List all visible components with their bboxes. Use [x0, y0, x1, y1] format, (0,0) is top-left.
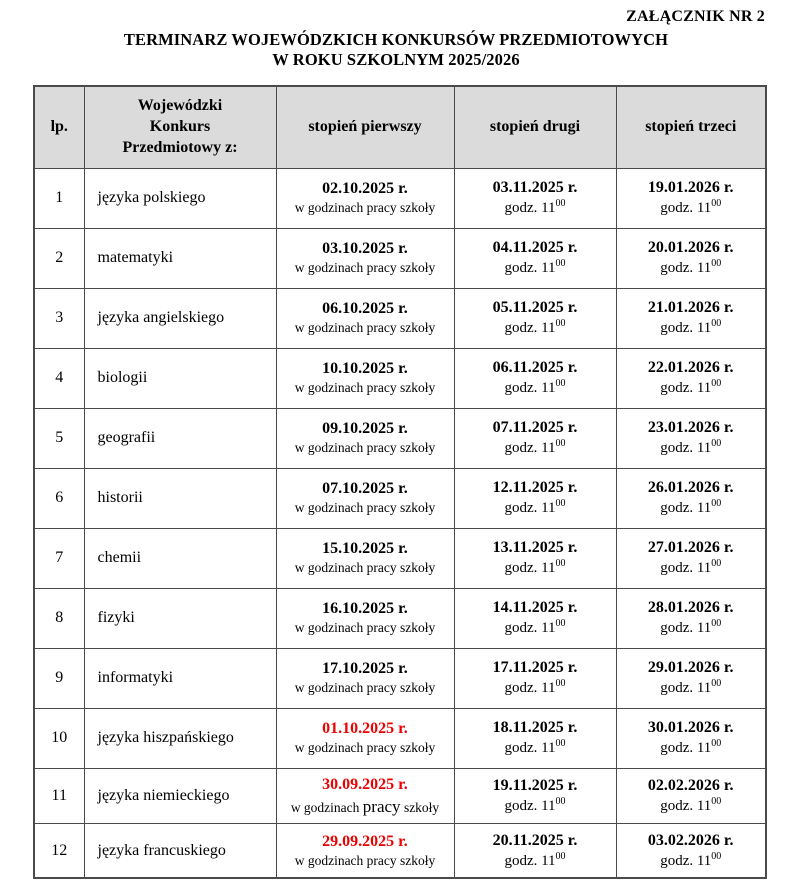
cell-subject: języka niemieckiego	[84, 768, 276, 823]
cell-stage3	[616, 228, 766, 288]
cell-lp: 9	[34, 648, 84, 708]
stage1-date: 09.10.2025 r.	[322, 420, 408, 438]
stage3-date: 23.01.2026 r.	[647, 419, 734, 437]
cell-stage3	[616, 768, 766, 823]
hour-superscript: 00	[555, 558, 566, 570]
cell-subject: języka angielskiego	[84, 288, 276, 348]
cell-stage1	[276, 823, 454, 878]
col-header-stage2: stopień drugi	[454, 86, 616, 168]
stage2-date: 07.11.2025 r.	[492, 419, 578, 437]
cell-stage3	[616, 588, 766, 648]
cell-stage1	[276, 348, 454, 408]
hour-superscript: 00	[555, 795, 566, 807]
stage2-date: 05.11.2025 r.	[492, 299, 578, 317]
cell-stage3	[616, 168, 766, 228]
cell-stage1	[276, 588, 454, 648]
document-title-line1: TERMINARZ WOJEWÓDZKICH KONKURSÓW PRZEDMIOTOWYCH	[123, 30, 669, 49]
hour-note: godz. $11^{00}$	[504, 850, 566, 869]
table-row	[34, 468, 766, 528]
hour-superscript: 00	[555, 498, 566, 510]
hour-note: godz. $11^{00}$	[660, 258, 722, 277]
table-row	[34, 708, 766, 768]
cell-subject: języka francuskiego	[84, 823, 276, 878]
hour-superscript: 00	[711, 198, 722, 210]
stage1-note: w godzinach pracy szkoły	[294, 200, 436, 216]
table-row	[34, 823, 766, 878]
stage1-note: w godzinach pracy szkoły	[294, 852, 436, 868]
cell-lp: 5	[34, 408, 84, 468]
stage3-date: 20.01.2026 r.	[647, 239, 734, 257]
stage1-note: w godzinach pracy szkoły	[290, 796, 440, 816]
hour-superscript: 00	[711, 378, 722, 390]
cell-stage1	[276, 768, 454, 823]
stage1-note: w godzinach pracy szkoły	[294, 380, 436, 396]
hour-note: godz. $11^{00}$	[660, 558, 722, 577]
stage2-date: 13.11.2025 r.	[492, 539, 578, 557]
cell-stage3	[616, 408, 766, 468]
cell-stage2	[454, 468, 616, 528]
table-row	[34, 348, 766, 408]
cell-stage1	[276, 528, 454, 588]
hour-note: godz. $11^{00}$	[660, 678, 722, 697]
header-row	[34, 86, 766, 168]
cell-subject: języka hiszpańskiego	[84, 708, 276, 768]
hour-superscript: 00	[555, 198, 566, 210]
cell-stage1	[276, 648, 454, 708]
cell-lp: 8	[34, 588, 84, 648]
document-title	[0, 30, 792, 70]
hour-note: godz. $11^{00}$	[504, 258, 566, 277]
hour-note: godz. $11^{00}$	[660, 498, 722, 517]
hour-note: godz. $11^{00}$	[504, 795, 566, 814]
stage1-note: w godzinach pracy szkoły	[294, 620, 436, 636]
stage3-date: 29.01.2026 r.	[647, 659, 734, 677]
hour-superscript: 00	[555, 378, 566, 390]
stage2-date: 06.11.2025 r.	[492, 359, 578, 377]
schedule-table-body	[34, 168, 766, 878]
cell-stage2	[454, 168, 616, 228]
cell-stage2	[454, 528, 616, 588]
stage1-date: 02.10.2025 r.	[322, 180, 408, 198]
cell-lp: 12	[34, 823, 84, 878]
stage2-date: 14.11.2025 r.	[492, 599, 578, 617]
stage2-date: 19.11.2025 r.	[492, 776, 578, 794]
hour-note: godz. $11^{00}$	[660, 378, 722, 397]
cell-stage3	[616, 708, 766, 768]
stage3-date: 26.01.2026 r.	[647, 479, 734, 497]
hour-superscript: 00	[555, 318, 566, 330]
stage1-note: w godzinach pracy szkoły	[294, 740, 436, 756]
hour-note: godz. $11^{00}$	[660, 198, 722, 217]
stage2-date: 20.11.2025 r.	[492, 831, 578, 849]
stage1-note: w godzinach pracy szkoły	[294, 440, 436, 456]
hour-note: godz. $11^{00}$	[660, 738, 722, 757]
hour-superscript: 00	[555, 438, 566, 450]
stage1-date: 30.09.2025 r.	[322, 775, 408, 793]
hour-superscript: 00	[711, 678, 722, 690]
cell-stage1	[276, 708, 454, 768]
cell-stage3	[616, 528, 766, 588]
stage1-note: w godzinach pracy szkoły	[294, 500, 436, 516]
stage1-date: 29.09.2025 r.	[322, 832, 408, 850]
table-row	[34, 168, 766, 228]
hour-superscript: 00	[711, 438, 722, 450]
table-row	[34, 768, 766, 823]
cell-lp: 1	[34, 168, 84, 228]
cell-stage2	[454, 408, 616, 468]
table-row	[34, 588, 766, 648]
hour-note: godz. $11^{00}$	[660, 438, 722, 457]
stage1-note: w godzinach pracy szkoły	[294, 680, 436, 696]
hour-superscript: 00	[711, 318, 722, 330]
hour-note: godz. $11^{00}$	[504, 318, 566, 337]
stage3-date: 02.02.2026 r.	[647, 776, 734, 794]
hour-note: godz. $11^{00}$	[660, 618, 722, 637]
stage3-date: 22.01.2026 r.	[647, 359, 734, 377]
cell-stage2	[454, 823, 616, 878]
stage3-date: 21.01.2026 r.	[647, 299, 734, 317]
hour-superscript: 00	[555, 678, 566, 690]
stage2-date: 17.11.2025 r.	[492, 659, 578, 677]
cell-subject: chemii	[84, 528, 276, 588]
hour-superscript: 00	[711, 558, 722, 570]
hour-note: godz. $11^{00}$	[504, 738, 566, 757]
stage1-date: 07.10.2025 r.	[322, 480, 408, 498]
cell-stage2	[454, 708, 616, 768]
cell-stage1	[276, 408, 454, 468]
cell-stage1	[276, 468, 454, 528]
stage3-date: 28.01.2026 r.	[647, 599, 734, 617]
table-row	[34, 288, 766, 348]
cell-subject: matematyki	[84, 228, 276, 288]
stage2-date: 03.11.2025 r.	[492, 179, 578, 197]
cell-subject: biologii	[84, 348, 276, 408]
stage1-note: w godzinach pracy szkoły	[294, 560, 436, 576]
cell-lp: 2	[34, 228, 84, 288]
cell-lp: 10	[34, 708, 84, 768]
stage1-date: 10.10.2025 r.	[322, 360, 408, 378]
col-header-stage1: stopień pierwszy	[276, 86, 454, 168]
hour-note: godz. $11^{00}$	[504, 198, 566, 217]
stage3-date: 27.01.2026 r.	[647, 539, 734, 557]
cell-stage1	[276, 168, 454, 228]
schedule-table	[33, 85, 767, 879]
cell-stage2	[454, 288, 616, 348]
cell-stage2	[454, 228, 616, 288]
stage3-date: 19.01.2026 r.	[647, 179, 734, 197]
hour-note: godz. $11^{00}$	[504, 558, 566, 577]
col-header-subject: Wojewódzki Konkurs Przedmiotowy z:	[84, 86, 276, 168]
stage1-date: 03.10.2025 r.	[322, 240, 408, 258]
cell-stage3	[616, 823, 766, 878]
cell-stage2	[454, 768, 616, 823]
hour-note: godz. $11^{00}$	[504, 678, 566, 697]
stage1-date: 15.10.2025 r.	[322, 540, 408, 558]
hour-note: godz. $11^{00}$	[504, 498, 566, 517]
cell-stage3	[616, 348, 766, 408]
stage3-date: 30.01.2026 r.	[647, 719, 734, 737]
stage3-date: 03.02.2026 r.	[647, 831, 734, 849]
cell-stage1	[276, 228, 454, 288]
cell-subject: geografii	[84, 408, 276, 468]
cell-subject: fizyki	[84, 588, 276, 648]
stage2-date: 04.11.2025 r.	[492, 239, 578, 257]
cell-lp: 4	[34, 348, 84, 408]
hour-note: godz. $11^{00}$	[504, 378, 566, 397]
cell-subject: języka polskiego	[84, 168, 276, 228]
hour-note: godz. $11^{00}$	[504, 438, 566, 457]
cell-lp: 7	[34, 528, 84, 588]
stage2-date: 18.11.2025 r.	[492, 719, 578, 737]
enlarged-word: pracy	[362, 796, 401, 816]
stage1-note: w godzinach pracy szkoły	[294, 260, 436, 276]
hour-note: godz. $11^{00}$	[660, 795, 722, 814]
cell-subject: historii	[84, 468, 276, 528]
hour-superscript: 00	[555, 618, 566, 630]
stage1-date: 16.10.2025 r.	[322, 600, 408, 618]
attachment-label: ZAŁĄCZNIK NR 2	[626, 8, 765, 25]
stage1-note: w godzinach pracy szkoły	[294, 320, 436, 336]
hour-superscript: 00	[711, 618, 722, 630]
stage1-date: 06.10.2025 r.	[322, 300, 408, 318]
col-header-lp: lp.	[34, 86, 84, 168]
cell-stage2	[454, 348, 616, 408]
hour-note: godz. $11^{00}$	[504, 618, 566, 637]
cell-lp: 3	[34, 288, 84, 348]
hour-superscript: 00	[711, 258, 722, 270]
hour-superscript: 00	[711, 498, 722, 510]
cell-stage1	[276, 288, 454, 348]
hour-note: godz. $11^{00}$	[660, 318, 722, 337]
cell-stage3	[616, 288, 766, 348]
schedule-table-header	[34, 86, 766, 168]
hour-superscript: 00	[711, 795, 722, 807]
stage2-date: 12.11.2025 r.	[492, 479, 578, 497]
hour-superscript: 00	[711, 850, 722, 862]
hour-superscript: 00	[555, 738, 566, 750]
cell-stage3	[616, 648, 766, 708]
hour-superscript: 00	[711, 738, 722, 750]
table-row	[34, 408, 766, 468]
hour-superscript: 00	[555, 850, 566, 862]
stage1-date: 01.10.2025 r.	[322, 720, 408, 738]
cell-stage2	[454, 648, 616, 708]
cell-lp: 11	[34, 768, 84, 823]
cell-stage2	[454, 588, 616, 648]
cell-lp: 6	[34, 468, 84, 528]
stage1-date: 17.10.2025 r.	[322, 660, 408, 678]
table-row	[34, 528, 766, 588]
document-title-line2: W ROKU SZKOLNYM 2025/2026	[272, 50, 520, 70]
table-row	[34, 648, 766, 708]
cell-subject: informatyki	[84, 648, 276, 708]
hour-superscript: 00	[555, 258, 566, 270]
table-row	[34, 228, 766, 288]
cell-stage3	[616, 468, 766, 528]
col-header-stage3: stopień trzeci	[616, 86, 766, 168]
hour-note: godz. $11^{00}$	[660, 850, 722, 869]
